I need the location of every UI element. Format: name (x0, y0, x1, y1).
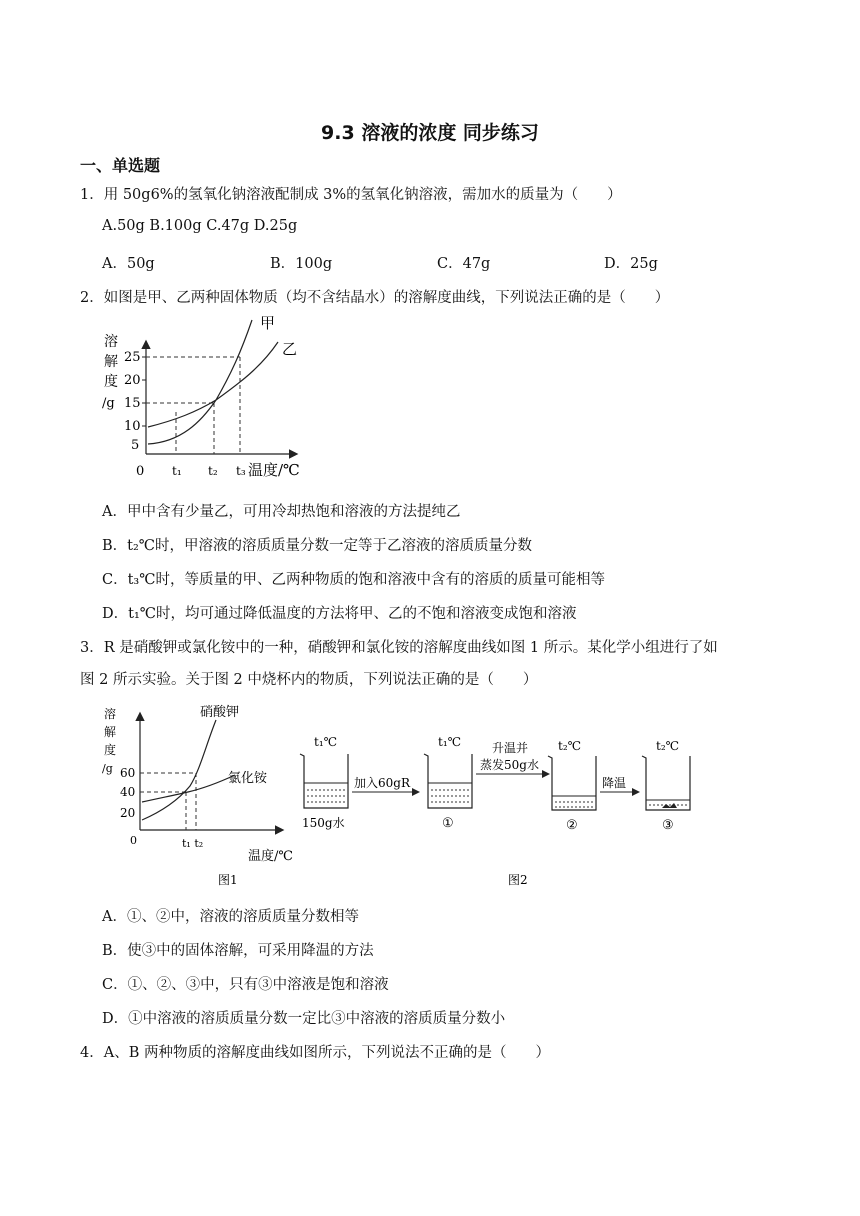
q3-option-c: C．①、②、③中，只有③中溶液是饱和溶液 (102, 977, 389, 993)
q2-ytick-10: 10 (124, 419, 141, 434)
q3-fig2-beaker-3 (642, 756, 690, 810)
q1-option-c: C．47g (437, 256, 491, 272)
section-heading: 一、单选题 (80, 156, 161, 175)
q2-xtick-t2: t₂ (208, 464, 218, 478)
q3-fig1-ylabel-1: 解 (104, 725, 117, 739)
q3-fig1-series-kno3: 硝酸钾 (200, 705, 240, 720)
q2-xtick-t3: t₃ (236, 464, 246, 478)
q3-fig2-step3: 降温 (602, 776, 627, 790)
q2-option-c: C．t₃℃时，等质量的甲、乙两种物质的饱和溶液中含有的溶质的质量可能相等 (102, 572, 605, 588)
q3-stem-line2: 图 2 所示实验。关于图 2 中烧杯内的物质，下列说法正确的是（ ） (80, 672, 538, 688)
q3-fig1-xlabel: 温度/℃ (248, 849, 293, 864)
q1-option-a: A．50g (102, 256, 155, 272)
q2-ylabel-3: /g (102, 396, 115, 411)
q2-option-b: B．t₂℃时，甲溶液的溶质质量分数一定等于乙溶液的溶质质量分数 (102, 538, 533, 554)
q3-fig2-step2b: 蒸发50g水 (480, 758, 539, 772)
q2-xtick-t1: t₁ (172, 464, 182, 478)
q3-fig2-label-1: ① (442, 816, 454, 831)
q2-curve-yi (148, 342, 278, 427)
q3-fig1-series-nh4cl: 氯化铵 (228, 771, 268, 786)
q3-fig2-label-2: ② (566, 818, 578, 833)
q3-fig1-caption: 图1 (218, 873, 238, 887)
q4-stem: 4．A、B 两种物质的溶解度曲线如图所示，下列说法不正确的是（ ） (80, 1045, 550, 1061)
q3-option-a: A．①、②中，溶液的溶质质量分数相等 (102, 909, 359, 925)
q3-fig1-ylabel-0: 溶 (104, 707, 117, 721)
q3-fig2-caption: 图2 (508, 873, 528, 887)
q3-fig1-origin: 0 (130, 834, 137, 847)
q2-curve-jia (148, 320, 252, 444)
q3-figure-2 (296, 730, 706, 890)
q2-origin: 0 (136, 464, 145, 479)
q2-solubility-figure (96, 312, 316, 487)
q2-series-jia: 甲 (260, 314, 276, 332)
q1-option-d: D．25g (604, 256, 658, 272)
q2-ytick-5: 5 (131, 438, 140, 453)
page-title: 9.3 溶液的浓度 同步练习 (321, 122, 539, 144)
q3-fig2-temp-1: t₁℃ (438, 735, 462, 749)
q3-fig2-beaker-1 (424, 754, 472, 808)
q3-fig1-ytick-60: 60 (120, 766, 136, 780)
q3-option-b: B．使③中的固体溶解，可采用降温的方法 (102, 943, 374, 959)
q2-ytick-25: 25 (124, 350, 141, 365)
q3-fig1-xticks: t₁ t₂ (182, 837, 204, 850)
q2-stem: 2．如图是甲、乙两种固体物质（均不含结晶水）的溶解度曲线，下列说法正确的是（ ） (80, 290, 670, 306)
q2-xlabel: 温度/℃ (248, 461, 300, 479)
q2-series-yi: 乙 (282, 340, 298, 358)
q1-inline-options: A.50g B.100g C.47g D.25g (102, 218, 298, 234)
q2-option-d: D．t₁℃时，均可通过降低温度的方法将甲、乙的不饱和溶液变成饱和溶液 (102, 606, 577, 622)
q3-fig2-label-0: 150g水 (302, 816, 345, 830)
q3-fig2-label-3: ③ (662, 818, 674, 833)
q3-fig1-curve-kno3 (142, 720, 216, 820)
q2-ylabel-0: 溶 (104, 334, 118, 350)
q3-fig1-ytick-40: 40 (120, 785, 136, 799)
q2-ylabel-2: 度 (104, 374, 118, 390)
q3-fig1-ytick-20: 20 (120, 806, 136, 820)
q3-fig1-ylabel-2: 度 (104, 743, 117, 757)
q3-stem-line1: 3．R 是硝酸钾或氯化铵中的一种，硝酸钾和氯化铵的溶解度曲线如图 1 所示。某化学小组进行了如 (80, 640, 718, 656)
q3-option-d: D．①中溶液的溶质质量分数一定比③中溶液的溶质质量分数小 (102, 1011, 506, 1027)
q3-fig2-step1: 加入60gR (354, 776, 410, 790)
q3-fig2-step2a: 升温并 (492, 741, 529, 755)
q3-fig2-temp-3: t₂℃ (656, 739, 680, 753)
q2-ytick-20: 20 (124, 373, 141, 388)
q2-ylabel-1: 解 (104, 354, 118, 370)
q3-fig1-ylabel-3: /g (102, 762, 113, 775)
q3-figure-1 (100, 700, 300, 892)
q3-fig2-temp-0: t₁℃ (314, 735, 338, 749)
q1-option-b: B．100g (270, 256, 333, 272)
q3-fig2-temp-2: t₂℃ (558, 739, 582, 753)
q2-ytick-15: 15 (124, 396, 141, 411)
q2-option-a: A．甲中含有少量乙，可用冷却热饱和溶液的方法提纯乙 (102, 504, 461, 520)
q1-stem: 1．用 50g6%的氢氧化钠溶液配制成 3%的氢氧化钠溶液，需加水的质量为（ ） (80, 187, 622, 203)
